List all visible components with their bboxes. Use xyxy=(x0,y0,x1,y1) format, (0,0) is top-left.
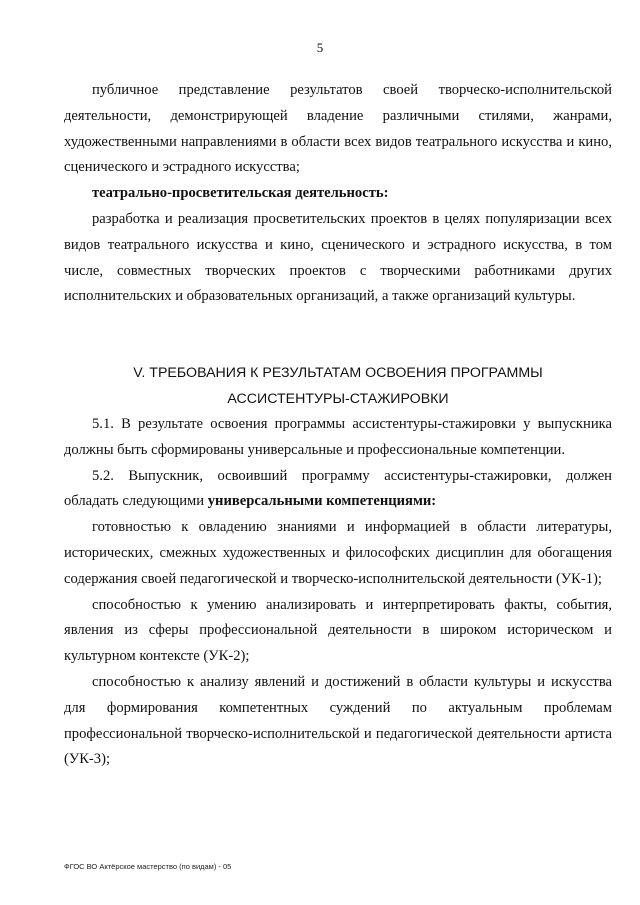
section-heading-line1: V. ТРЕБОВАНИЯ К РЕЗУЛЬТАТАМ ОСВОЕНИЯ ПРОГРАММЫ xyxy=(133,365,543,381)
subheading-theatre-education: театрально-просветительская деятельность: xyxy=(92,185,389,202)
page-number: 5 xyxy=(316,40,324,55)
paragraph-educational-projects: разработка и реализация просветительских проектов в целях популяризации всех видов театрального искусства и кино, сценического и эстрадного искусства, в том числе, совместных творческих проектов с творческими работниками других исполнительских и образовательных организаций, а также организаций культуры. xyxy=(64,210,612,305)
section-text-block xyxy=(64,412,612,773)
paragraph-5-1: 5.1. В результате освоения программы ассистентуры-стажировки у выпускника должны быть сформированы универсальные и профессиональные компетенции. xyxy=(64,416,612,458)
footer-note: ФГОС ВО Актёрское мастерство (по видам) - 05 xyxy=(64,862,232,871)
paragraph-5-2-bold: универсальными компетенциями: xyxy=(207,493,437,510)
top-text-block xyxy=(64,78,612,310)
competence-uk-3: способностью к анализу явлений и достижений в области культуры и искусства для формирования компетентных суждений по актуальным проблемам профессиональной творческо-исполнительской и педагогической деятельности артиста (УК-3); xyxy=(64,673,612,768)
paragraph-public-presentation: публичное представление результатов своей творческо-исполнительской деятельности, демонстрирующей владение различными стилями, жанрами, художественными направлениями в области всех видов театрального искусства и кино, сценического и эстрадного искусства; xyxy=(64,82,612,176)
paragraph-5-2-text: 5.2. Выпускник, освоивший программу ассистентуры-стажировки, должен обладать следующими xyxy=(64,467,612,510)
competence-uk-2: способностью к умению анализировать и интерпретировать факты, события, явления из сферы профессиональной деятельности в широком историческом и культурном контексте (УК-2); xyxy=(64,596,612,665)
section-heading-line2: АССИСТЕНТУРЫ-СТАЖИРОВКИ xyxy=(227,391,449,407)
competence-uk-1: готовностью к овладению знаниями и информацией в области литературы, исторических, смежных художественных и философских дисциплин для обогащения содержания своей педагогической и творческо-исполнительской деятельности (УК-1); xyxy=(64,519,612,587)
paragraph-5-2 xyxy=(64,464,612,516)
section-heading xyxy=(64,360,612,412)
